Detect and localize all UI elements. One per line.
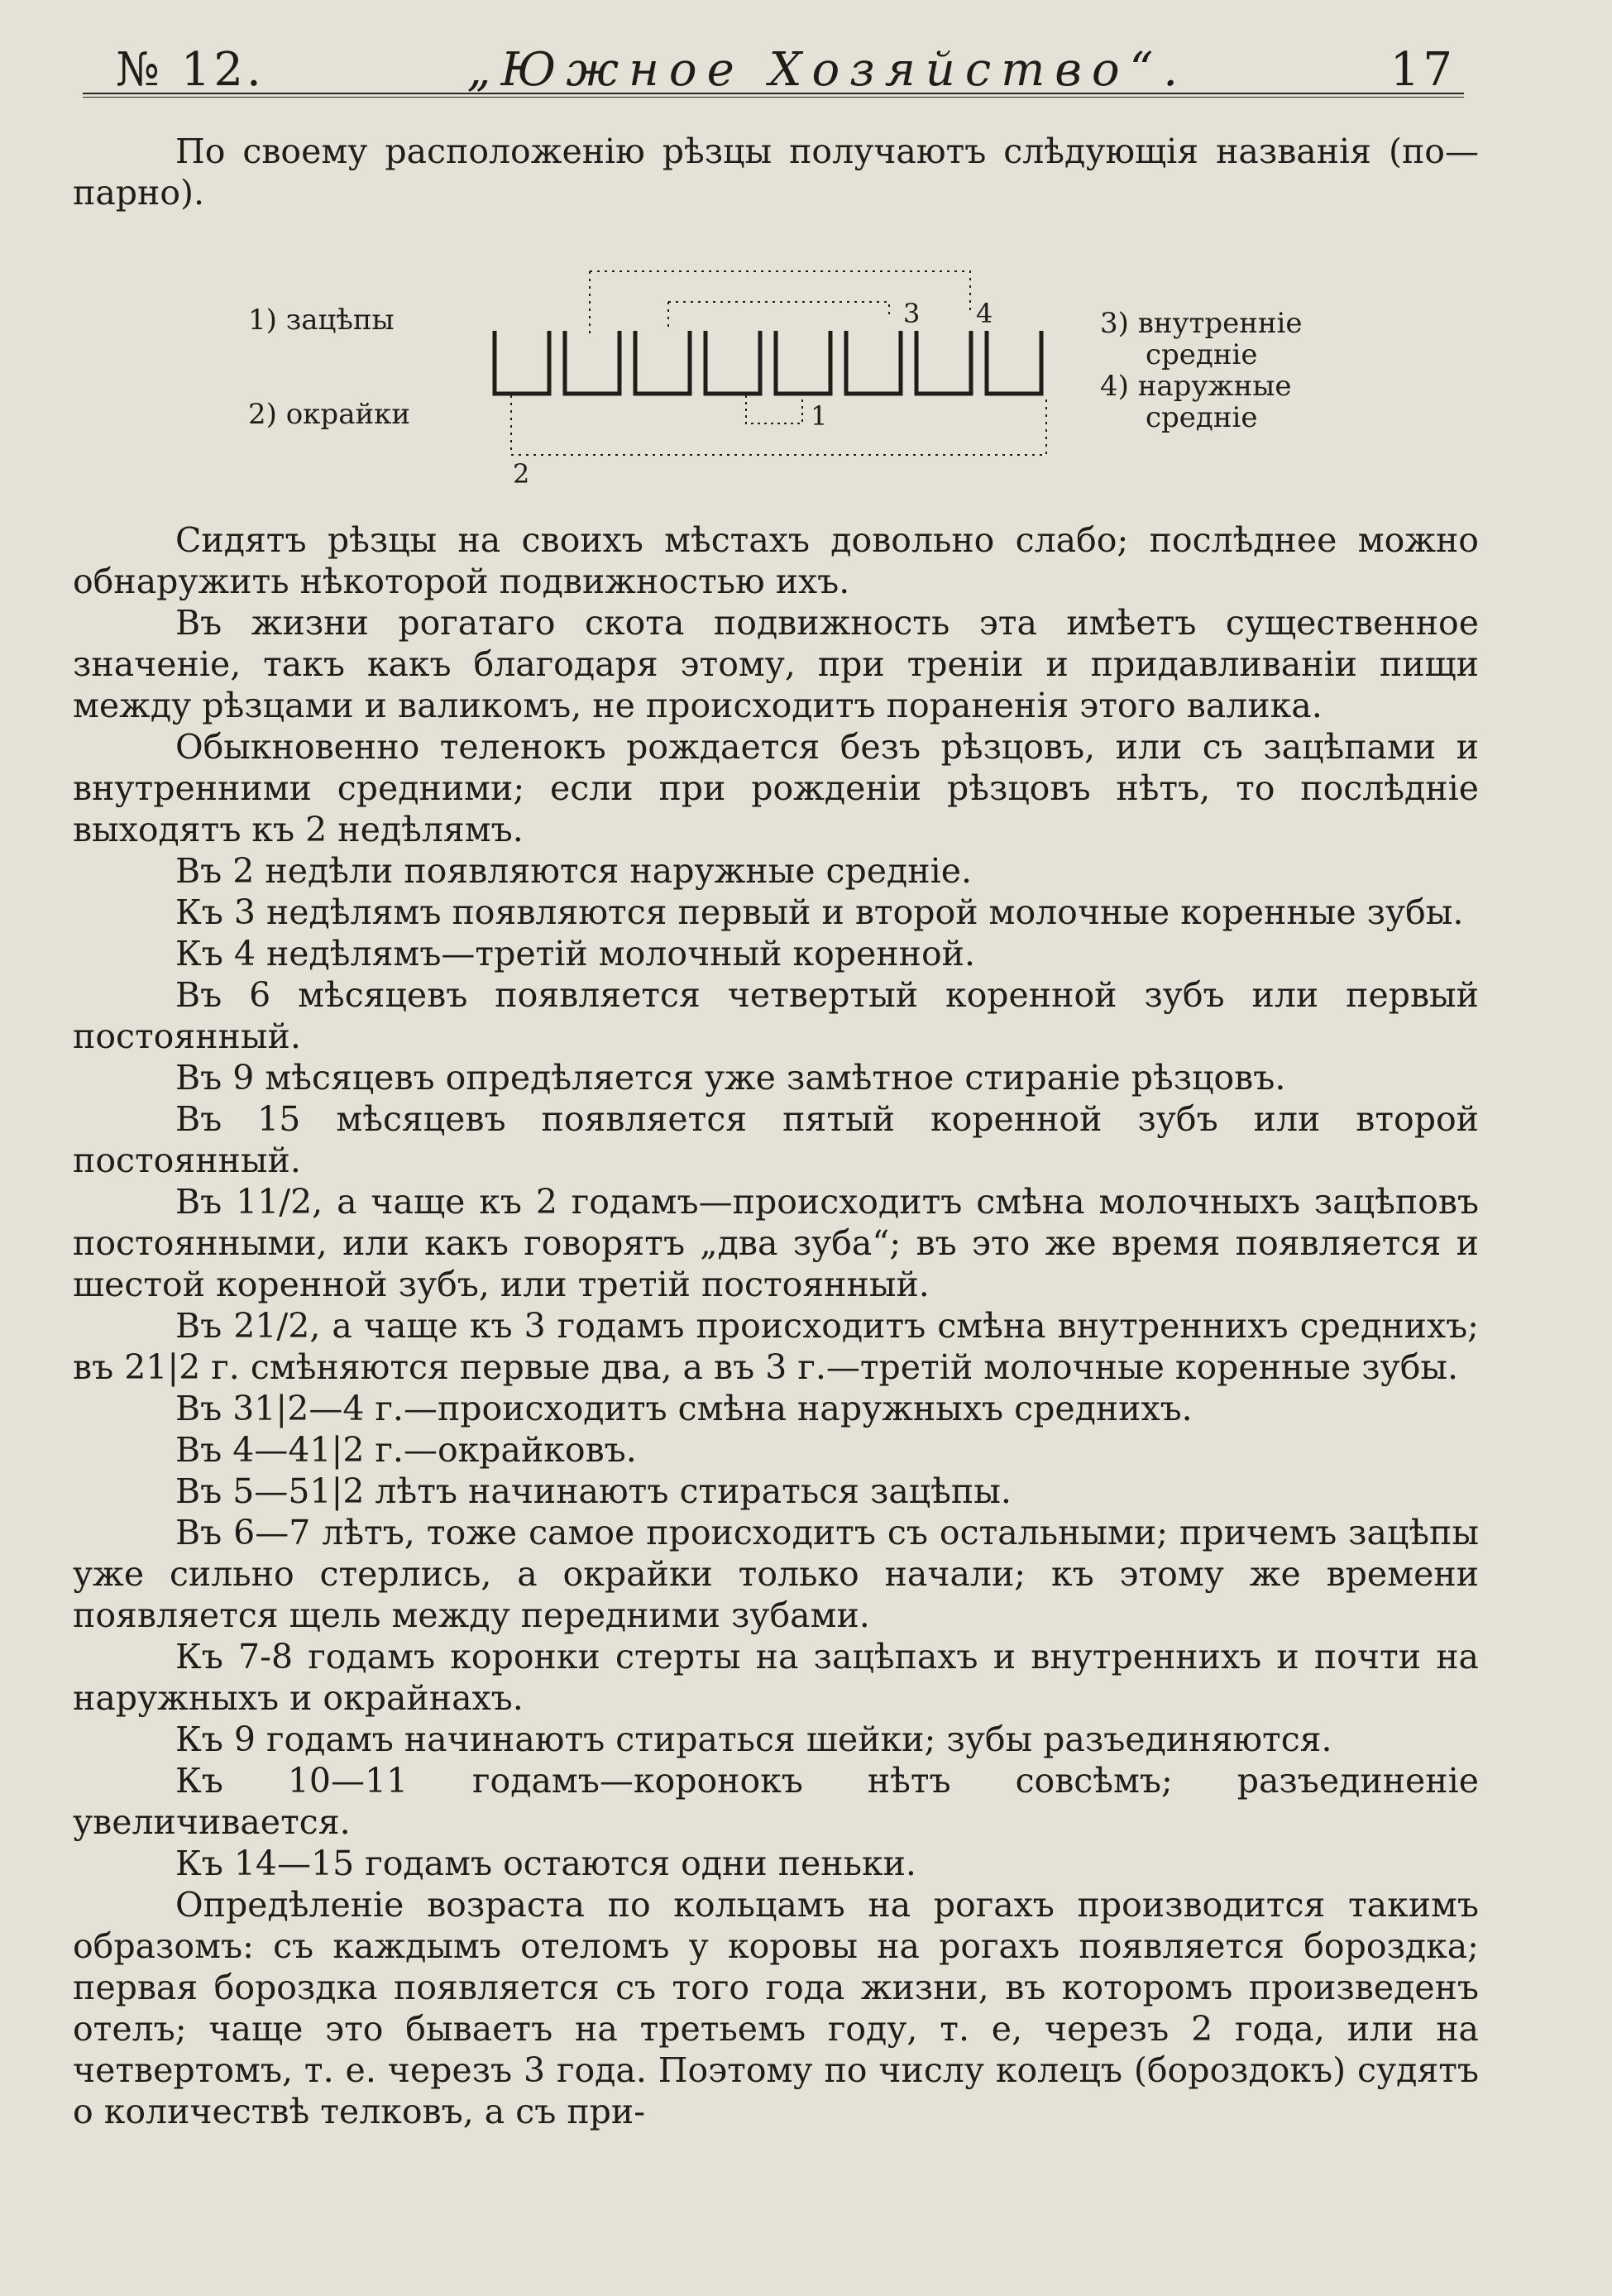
- header-rule: [83, 93, 1464, 98]
- paragraph: Въ 9 мѣсяцевъ опредѣляется уже замѣтное стираніе рѣзцовъ.: [175, 1058, 1286, 1098]
- paragraph: Опредѣленіе возраста по кольцамъ на рогахъ производится такимъ образомъ: съ каждымъ отеломъ у коровы на рогахъ появляется бороздка; первая бороздка появляется съ того года жизни, въ которомъ произведенъ отелъ; чаще это бываетъ на третьемъ году, т. е, черезъ 2 года, или на четвертомъ, т. е. черезъ 3 года. Поэтому по числу колецъ (бороздокъ) судятъ о количествѣ телковъ, а съ при-: [73, 1885, 1479, 2131]
- label-pincers: 1) зацѣпы: [248, 304, 395, 337]
- label-inner-middle-cont: средніе: [1146, 338, 1258, 371]
- paragraph: Въ 11/2, а чаще къ 2 годамъ—происходитъ смѣна молочныхъ зацѣповъ постоянными, или какъ говорятъ „два зуба“; въ это же время появляется и шестой коренной зубъ, или третій постоянный.: [73, 1182, 1479, 1304]
- label-outer-middle-cont: средніе: [1146, 401, 1258, 434]
- bracket-corners: [511, 395, 1046, 455]
- incisor-tooth: [987, 331, 1041, 394]
- paragraph: Въ 5—51|2 лѣтъ начинаютъ стираться зацѣпы.: [175, 1471, 1012, 1511]
- paragraph: Къ 9 годамъ начинаютъ стираться шейки; зубы разъединяются.: [175, 1720, 1332, 1759]
- label-outer-middle: 4) наружные: [1100, 370, 1292, 403]
- paragraph: Въ 31|2—4 г.—происходитъ смѣна наружныхъ среднихъ.: [175, 1389, 1193, 1428]
- incisor-tooth: [565, 331, 619, 394]
- label-corners: 2) окрайки: [248, 398, 411, 431]
- paragraph: Къ 7-8 годамъ коронки стерты на зацѣпахъ и внутреннихъ и почти на наружныхъ и окрайнахъ.: [73, 1637, 1479, 1718]
- paragraph: Въ 4—41|2 г.—окрайковъ.: [175, 1430, 637, 1470]
- teeth-svg: [232, 248, 1092, 496]
- diagram-number-3: 3: [903, 298, 921, 329]
- paragraph: Въ 6—7 лѣтъ, тоже самое происходитъ съ остальными; причемъ зацѣпы уже сильно стерлись, а окрайки только начали; къ этому же времени появляется щель между передними зубами.: [73, 1513, 1479, 1635]
- diagram-number-1: 1: [811, 400, 828, 432]
- paragraph: Въ 21/2, а чаще къ 3 годамъ происходитъ смѣна внутреннихъ среднихъ; въ 21|2 г. смѣняются первые два, а въ 3 г.—третій молочные коренные зубы.: [73, 1306, 1479, 1387]
- paragraph: Въ 15 мѣсяцевъ появляется пятый коренной зубъ или второй постоянный.: [73, 1099, 1479, 1180]
- teeth-row: [495, 331, 1041, 394]
- paragraph: Сидятъ рѣзцы на своихъ мѣстахъ довольно слабо; послѣднее можно обнаружить нѣкоторой подвижностью ихъ.: [73, 520, 1479, 601]
- paragraph: Въ 2 недѣли появляются наружные средніе.: [175, 851, 972, 891]
- incisor-tooth: [495, 331, 549, 394]
- incisor-tooth: [776, 331, 830, 394]
- bracket-inner-middle: [668, 302, 889, 314]
- paragraph: Къ 4 недѣлямъ—третій молочный коренной.: [175, 934, 976, 973]
- paragraph: Къ 14—15 годамъ остаются одни пеньки.: [175, 1844, 916, 1883]
- paragraph: Обыкновенно теленокъ рождается безъ рѣзцовъ, или съ зацѣпами и внутренними средними; если при рожденіи рѣзцовъ нѣтъ, то послѣдніе выходятъ къ 2 недѣлямъ.: [73, 727, 1479, 849]
- paragraph: Къ 3 недѣлямъ появляются первый и второй молочные коренные зубы.: [175, 892, 1464, 932]
- issue-number: № 12.: [116, 43, 265, 97]
- journal-title: „Южное Хозяйство“.: [466, 43, 1189, 97]
- paragraph: Въ 6 мѣсяцевъ появляется четвертый коренной зубъ или первый постоянный.: [73, 975, 1479, 1056]
- label-inner-middle: 3) внутренніе: [1100, 307, 1303, 340]
- incisor-tooth: [706, 331, 760, 394]
- incisor-tooth: [916, 331, 971, 394]
- incisor-tooth: [846, 331, 901, 394]
- paragraph: Въ жизни рогатаго скота подвижность эта имѣетъ существенное значеніе, такъ какъ благодаря этому, при треніи и придавливаніи пищи между рѣзцами и валикомъ, не происходитъ пораненія этого валика.: [73, 603, 1479, 725]
- incisor-tooth: [635, 331, 690, 394]
- page-number: 17: [1390, 43, 1456, 97]
- bracket-pincers: [746, 395, 802, 423]
- paragraph: По своему расположенію рѣзцы получаютъ слѣдующія названія (по—парно).: [73, 132, 1479, 213]
- diagram-number-2: 2: [513, 458, 530, 490]
- paragraph: Къ 10—11 годамъ—коронокъ нѣтъ совсѣмъ; разъединеніе увеличивается.: [73, 1761, 1479, 1842]
- diagram-number-4: 4: [976, 298, 993, 329]
- incisors-diagram: [232, 248, 1423, 496]
